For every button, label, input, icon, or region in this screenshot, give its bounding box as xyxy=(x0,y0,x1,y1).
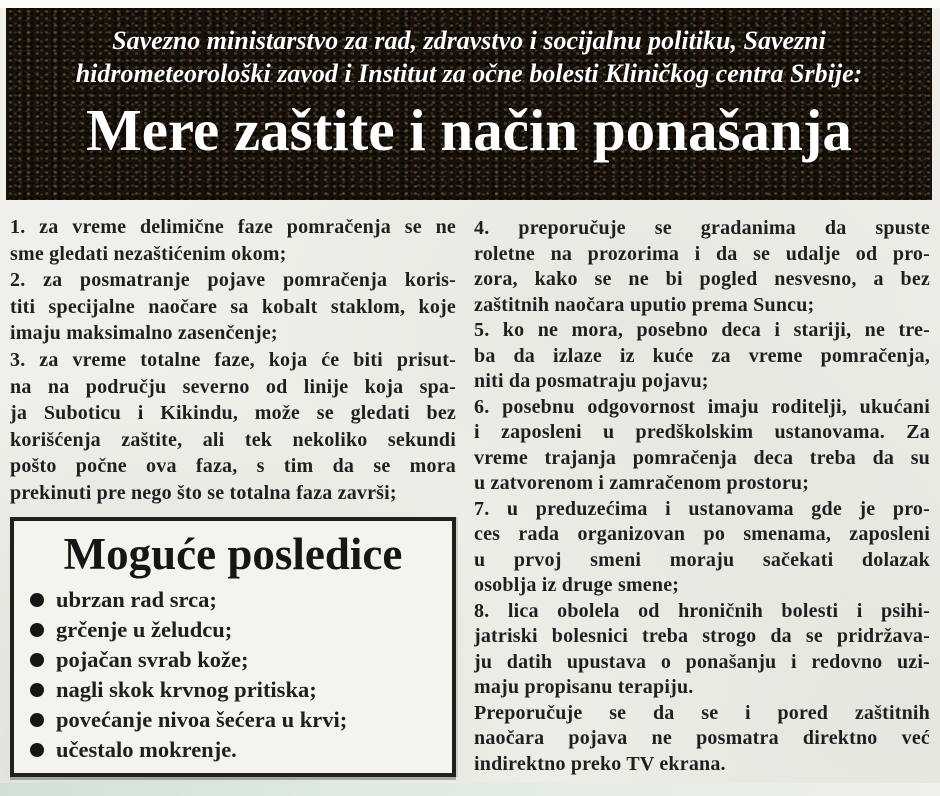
list-item xyxy=(28,705,438,735)
consequences-box-title: Moguće posledice xyxy=(63,528,403,579)
text-line: maju propisanu terapiju. xyxy=(474,676,694,698)
text-line: osoblja iz druge smene; xyxy=(474,574,680,596)
text-line: 4. preporučuje se gradanima da spuste xyxy=(474,217,930,239)
list-item xyxy=(28,675,438,705)
headline: Mere zaštite i način ponašanja xyxy=(86,97,852,163)
instruction-item-8 xyxy=(474,599,930,701)
text-line: vreme trajanja pomračenja deca treba da su xyxy=(474,446,930,469)
instruction-item-7 xyxy=(474,497,930,599)
text-line: Preporučuje se da se i pored zaštitnih xyxy=(474,701,930,724)
scan-top-edge xyxy=(0,0,940,8)
list-item xyxy=(28,735,438,765)
text-line: zora, kako se ne bi pogled nesvesno, a bez xyxy=(474,268,930,290)
instruction-item-2 xyxy=(10,267,456,347)
text-line: titi specijalne naočare sa kobalt staklom, koje xyxy=(10,295,456,318)
left-column xyxy=(10,214,456,796)
bullet-icon xyxy=(30,653,44,667)
bullet-icon xyxy=(30,683,44,697)
text-line: u zatvorenom i zamračenom prostoru; xyxy=(474,472,810,494)
text-line: 2. za posmatranje pojave pomračenja koris- xyxy=(10,269,456,292)
bullet-text: povećanje nivoa šećera u krvi; xyxy=(56,706,348,732)
bullet-icon xyxy=(30,713,44,727)
text-line: na na području severno od linije koja spa- xyxy=(10,375,456,398)
consequences-list xyxy=(28,585,438,765)
list-item xyxy=(28,645,438,675)
text-line: ces rada organizovan po smenama, zaposleni xyxy=(474,523,930,545)
kicker-line-2: hidrometeorološki zavod i Institut za očne bolesti Kliničkog centra Srbije: xyxy=(75,59,863,88)
bullet-text: nagli skok krvnog pritiska; xyxy=(56,676,317,702)
text-line: 8. lica obolela od hroničnih bolesti i psihi- xyxy=(474,599,930,622)
text-line: ba da izlaze iz kuće za vreme pomračenja, xyxy=(474,344,930,367)
text-line: naočara pojava ne posmatra direktno već xyxy=(474,727,930,749)
bullet-text: grčenje u želudcu; xyxy=(56,616,233,642)
text-line: sme gledati nezaštićenim okom; xyxy=(10,242,287,265)
text-line: 3. za vreme totalne faze, koja će biti prisut- xyxy=(10,348,456,371)
instruction-item-3 xyxy=(10,347,456,507)
bullet-icon xyxy=(30,623,44,637)
closing-recommendation xyxy=(474,701,930,778)
text-line: prekinuti pre nego što se totalna faza završi; xyxy=(10,481,397,504)
text-line: 5. ko ne mora, posebno deca i stariji, ne tre- xyxy=(474,319,930,341)
instruction-item-5 xyxy=(474,318,930,395)
text-line: niti da posmatraju pojavu; xyxy=(474,370,709,392)
article-body xyxy=(10,214,930,796)
bullet-text: učestalo mokrenje. xyxy=(56,736,237,762)
list-item xyxy=(28,585,438,615)
instruction-item-4 xyxy=(474,216,930,318)
text-line: pošto počne ova faza, s tim da se mora xyxy=(10,455,456,478)
right-column xyxy=(474,214,930,796)
list-item xyxy=(28,615,438,645)
text-line: indirektno preko TV ekrana. xyxy=(474,752,726,775)
kicker-line-1: Savezno ministarstvo za rad, zdravstvo i socijalnu politiku, Savezni xyxy=(112,26,826,55)
text-line: roletne na prozorima i da se udalje od pro- xyxy=(474,242,930,265)
consequences-box xyxy=(10,517,456,777)
text-line: 7. u preduzećima i ustanovama gde je pro- xyxy=(474,497,930,520)
text-line: 1. za vreme delimične faze pomračenja se ne xyxy=(10,216,456,238)
text-line: u prvoj smeni moraju sačekati dolazak xyxy=(474,548,930,571)
masthead xyxy=(6,8,932,200)
bullet-text: pojačan svrab kože; xyxy=(56,646,249,672)
instruction-item-6 xyxy=(474,395,930,497)
instruction-item-1 xyxy=(10,214,456,267)
bullet-icon xyxy=(30,593,44,607)
text-line: zaštitnih naočara uputio prema Suncu; xyxy=(474,293,815,316)
text-line: korišćenja zaštite, ali tek nekoliko sekundi xyxy=(10,428,456,451)
bottom-scan-strip xyxy=(0,783,940,796)
text-line: ja Suboticu i Kikindu, može se gledati bez xyxy=(10,402,456,425)
bullet-icon xyxy=(30,743,44,757)
text-line: jatriski bolesnici treba strogo da se pridržava- xyxy=(474,625,930,647)
bullet-text: ubrzan rad srca; xyxy=(56,586,217,612)
text-line: 6. posebnu odgovornost imaju roditelji, ukućani xyxy=(474,395,930,418)
text-line: i zaposleni u predškolskim ustanovama. Za xyxy=(474,421,930,443)
text-line: imaju maksimalno zasenčenje; xyxy=(10,322,278,345)
text-line: ju datih upustava o ponašanju i redovno uzi- xyxy=(474,650,930,673)
